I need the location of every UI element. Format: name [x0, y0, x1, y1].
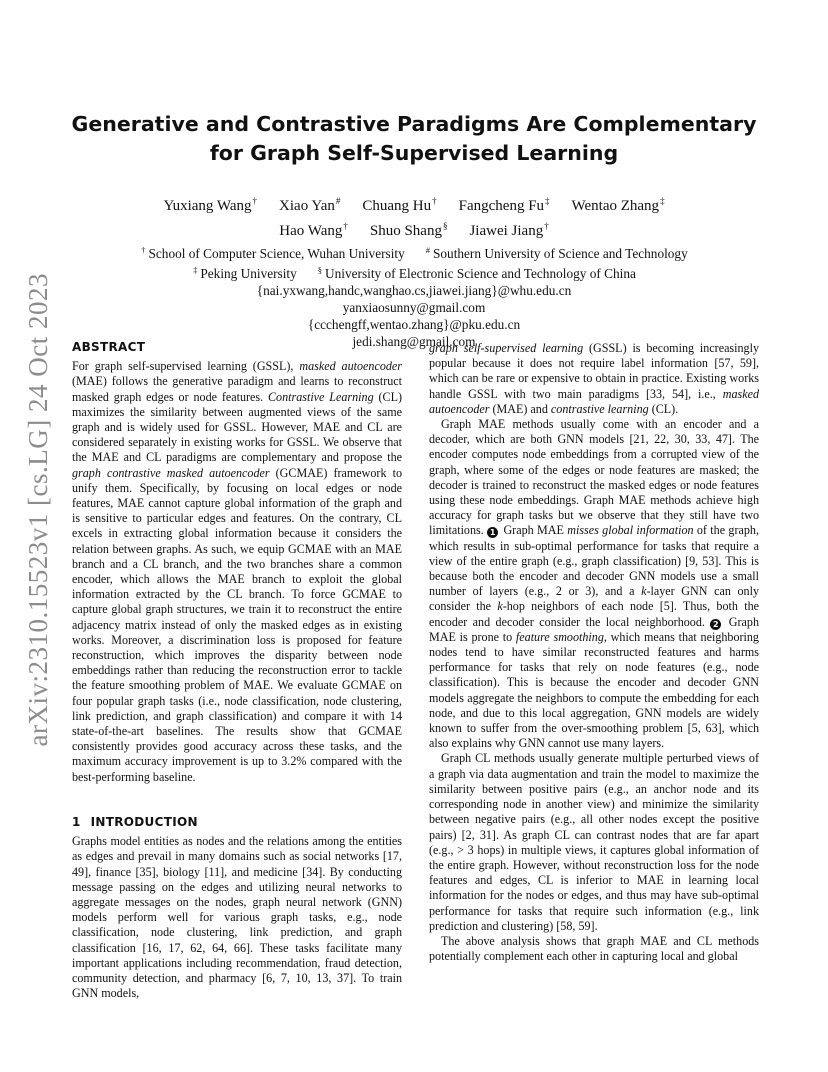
author [572, 198, 665, 214]
affiliation [192, 266, 297, 281]
right-column [429, 341, 759, 964]
circled-number-one-icon: 1 [487, 527, 498, 538]
author-name: Chuang Hu [362, 198, 432, 214]
affiliation-mark: § [317, 265, 323, 275]
arxiv-watermark [14, 273, 62, 747]
author-affiliation-mark: † [544, 221, 549, 231]
introduction-heading [72, 815, 402, 830]
affiliation-mark: # [425, 245, 430, 255]
affiliation-text: Southern University of Science and Technology [433, 246, 688, 261]
abstract-text: For graph self-supervised learning (GSSL), masked autoencoder (MAE) follows the generative paradigm and learns to reconstruct masked graph edges or node features. Contrastive Learning (CL) maximizes the similarity between augmented views of the same graph and is widely used for GSSL. However, MAE and CL are considered separately in existing works for GSSL. We observe that the MAE and CL paradigms are complementary and propose the graph contrastive masked autoencoder (GCMAE) framework to unify them. Specifically, by focusing on local edges or node features, MAE cannot capture global information of the graph and is sensitive to particular edges and features. On the contrary, CL excels in extracting global information because it considers the relation between graphs. As such, we equip GCMAE with an MAE branch and a CL branch, and the two branches share a common encoder, which allows the MAE branch to exploit the global information extracted by the CL branch. To force GCMAE to capture global graph structures, we train it to reconstruct the entire adjacency matrix instead of only the masked edges as in existing works. Moreover, a discrimination loss is proposed for feature reconstruction, which improves the disparity between node embeddings rather than reducing the reconstruction error to tackle the feature smoothing problem of MAE. We evaluate GCMAE on four popular graph tasks (i.e., node classification, node clustering, link prediction, and graph classification) and compare it with 14 state-of-the-art baselines. The results show that GCMAE consistently provides good accuracy across these tasks, and the maximum accuracy improvement is up to 3.2% compared with the best-performing baseline. [72, 359, 402, 784]
author-block [70, 192, 758, 350]
author-affiliation-mark: † [252, 196, 258, 206]
author-name: Wentao Zhang [571, 198, 660, 214]
author-name: Shuo Shang [369, 223, 442, 239]
author-name: Jiawei Jiang [469, 223, 544, 239]
paper-title: Generative and Contrastive Paradigms Are Complementary for Graph Self-Supervised Learning [71, 112, 757, 165]
affiliation [317, 266, 636, 281]
arxiv-id: arXiv:2310.15523v1 [cs.LG] 24 Oct 2023 [22, 273, 53, 747]
email-2: yanxiaosunny@gmail.com [342, 300, 486, 315]
intro-paragraph-cl: Graph CL methods usually generate multiple perturbed views of a graph via data augmentation and train the model to maximize the similarity between positive pairs (e.g., an anchor node and its corresponding node in another view) and minimize the similarity between negative pairs (e.g., all other nodes except the positive pairs) [2, 31]. As graph CL can contrast nodes that are far apart (e.g., > 3 hops) in multiple views, it captures global information of the entire graph. However, without reconstruction loss for the node features and edges, CL is inferior to MAE in learning local information for the nodes or edges, and thus may have sub-optimal performance for tasks that require such information (e.g., link prediction and clustering) [58, 59]. [429, 751, 759, 933]
intro-paragraph-1: Graphs model entities as nodes and the relations among the entities as edges and prevail in many domains such as social networks [17, 49], finance [35], biology [11], and medicine [34]. By conducting message passing on the edges and utilizing neural networks to aggregate messages on the nodes, graph neural network (GNN) models perform well for various graph tasks, e.g., node classification, node clustering, link prediction, and graph classification [16, 17, 62, 64, 66]. These tasks facilitate many important applications including recommendation, fraud detection, community detection, and pharmacy [6, 7, 10, 13, 37]. To train GNN models, [72, 834, 402, 1001]
authors-line-1 [70, 192, 758, 216]
affiliation-text: School of Computer Science, Wuhan University [148, 246, 405, 261]
author-name: Hao Wang [279, 223, 343, 239]
affiliations-line-1 [70, 242, 758, 262]
affiliation [140, 246, 405, 261]
author-affiliation-mark: † [343, 221, 348, 231]
author-affiliation-mark: ‡ [660, 196, 665, 206]
email-4: jedi.shang@gmail.com [352, 334, 476, 349]
affiliation-mark: † [141, 245, 146, 255]
author-affiliation-mark: § [442, 221, 448, 231]
author-affiliation-mark: # [335, 196, 341, 206]
author-affiliation-mark: † [432, 196, 437, 206]
affiliation [425, 246, 688, 261]
circled-number-two-icon: 2 [710, 619, 721, 630]
author [279, 198, 340, 214]
author-affiliation-mark: ‡ [545, 196, 550, 206]
intro-paragraph-continued: graph self-supervised learning (GSSL) is becoming increasingly popular because it does not require label information [57, 59], which can be rare or expensive to obtain in practice. Existing works handle GSSL with two main paradigms [33, 54], i.e., masked autoencoder (MAE) and contrastive learning (CL). [429, 341, 759, 416]
author-name: Xiao Yan [279, 198, 335, 214]
email-1: {nai.yxwang,handc,wanghao.cs,jiawei.jiang}@whu.edu.cn [256, 283, 572, 298]
author [370, 223, 448, 239]
author [163, 198, 257, 214]
authors-line-2 [70, 217, 758, 241]
author-name: Fangcheng Fu [458, 198, 545, 214]
intro-paragraph-mae: Graph MAE methods usually come with an encoder and a decoder, which are both GNN models [21, 22, 30, 33, 47]. The encoder computes node embeddings from a corrupted view of the graph, where some of the edges or node features are masked; the decoder is trained to reconstruct the masked edges or node features using these node embeddings. Graph MAE methods achieve high accuracy for graph tasks but we observe that they still have two limitations. 1 Graph MAE misses global information of the graph, which results in sub-optimal performance for tasks that require a view of the entire graph (e.g., graph classification) [9, 53]. This is because both the encoder and decoder GNN models use a small number of layers (e.g., 2 or 3), and a k-layer GNN can only consider the k-hop neighbors of each node [5]. Thus, both the encoder and decoder consider the local neighborhood. 2 Graph MAE is prone to feature smoothing, which means that neighboring nodes tend to have similar reconstructed features and harms performance for tasks that rely on node features (e.g., node classification). This is because the encoder and decoder GNN models aggregate the neighbors to compute the embedding for each node, and due to this local aggregation, GNN models are widely known to suffer from the over-smoothing problem [5, 63], which also explains why GNN cannot use many layers. [429, 417, 759, 751]
section-number: 1 [72, 814, 81, 829]
affiliation-text: Peking University [200, 266, 297, 281]
affiliation-text: University of Electronic Science and Technology of China [325, 266, 636, 281]
abstract-heading: ABSTRACT [72, 340, 146, 354]
section-title: INTRODUCTION [90, 814, 198, 829]
email-3: {ccchengff,wentao.zhang}@pku.edu.cn [307, 317, 521, 332]
author [279, 223, 348, 239]
author [362, 198, 436, 214]
intro-paragraph-complement: The above analysis shows that graph MAE and CL methods potentially complement each other in capturing local and global [429, 933, 759, 964]
left-column [72, 340, 402, 1001]
affiliation-mark: ‡ [193, 265, 198, 275]
author [469, 223, 548, 239]
author [459, 198, 550, 214]
affiliations-line-2 [70, 262, 758, 282]
author-name: Yuxiang Wang [163, 198, 252, 214]
